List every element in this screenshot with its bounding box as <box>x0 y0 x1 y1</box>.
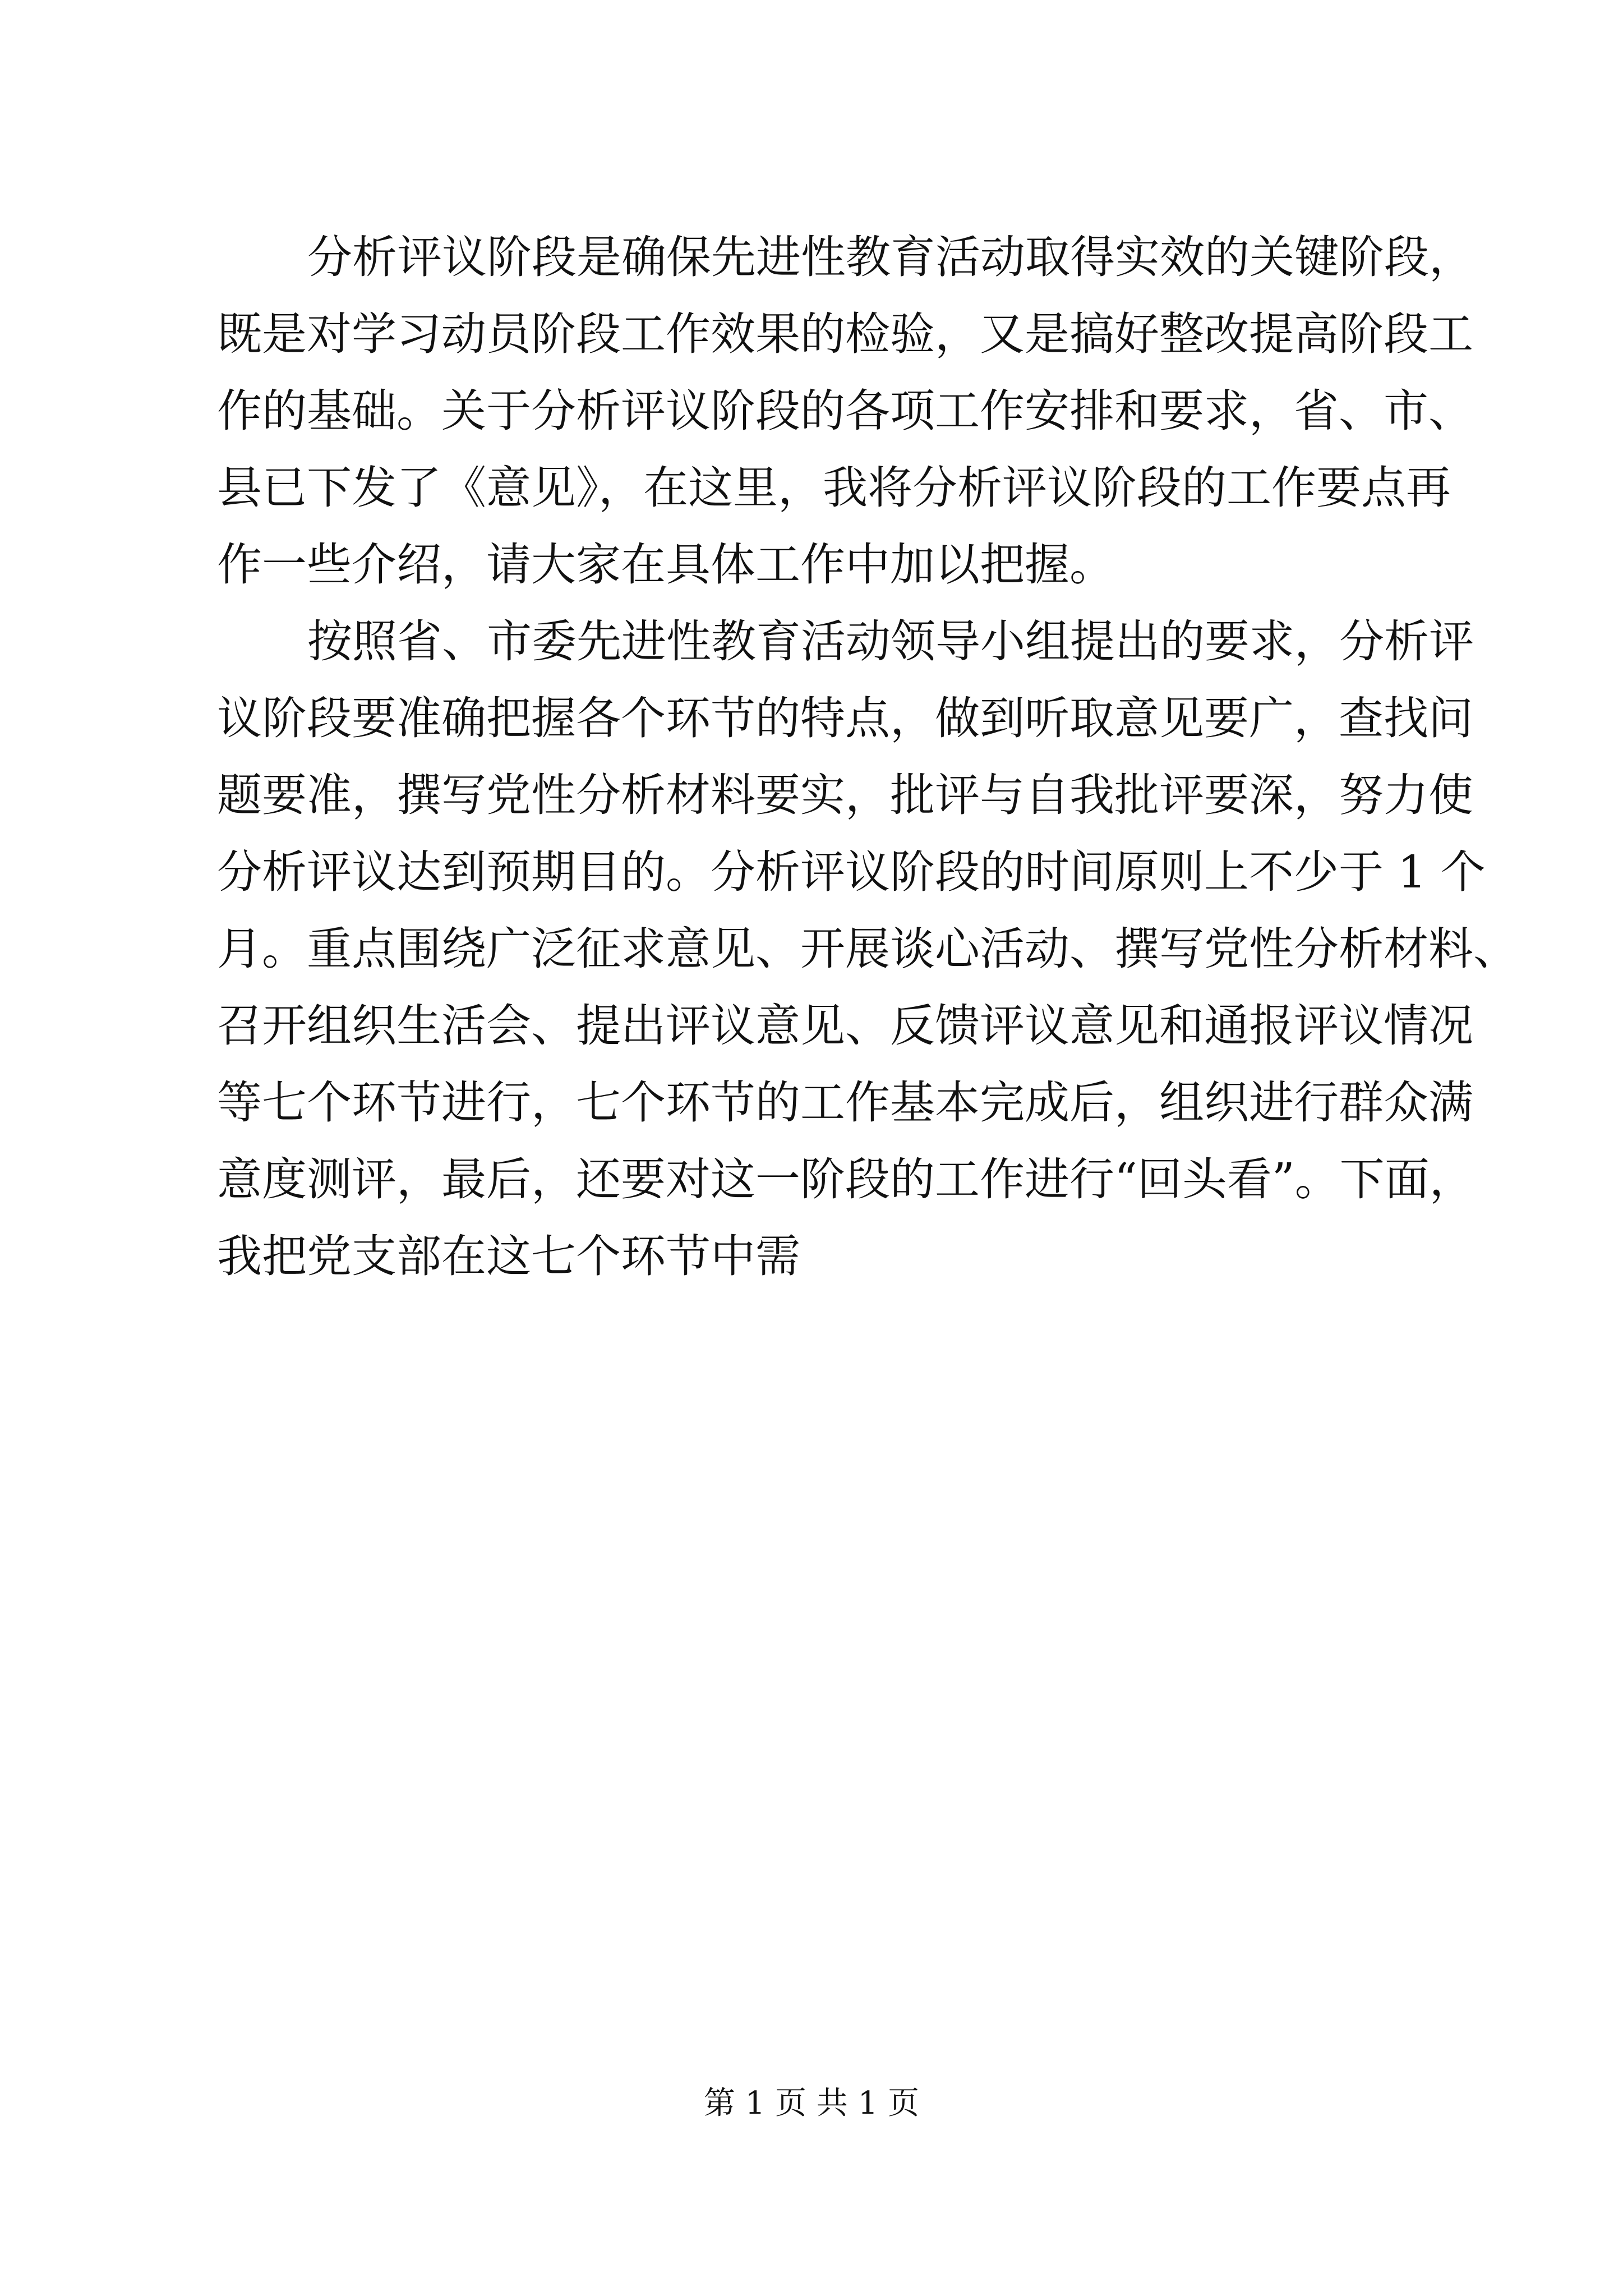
paragraph-line: 分析评议达到预期目的。分析评议阶段的时间原则上不少于 1 个 <box>217 846 1486 898</box>
paragraph-line: 意度测评，最后，还要对这一阶段的工作进行“回头看”。下面， <box>217 1153 1474 1205</box>
paragraph-2 <box>217 603 1518 1295</box>
paragraph-line: 分析评议阶段是确保先进性教育活动取得实效的关键阶段， <box>307 231 1474 283</box>
paragraph-line: 题要准，撰写党性分析材料要实，批评与自我批评要深，努力使 <box>217 769 1473 821</box>
paragraph-line: 既是对学习动员阶段工作效果的检验，又是搞好整改提高阶段工 <box>217 308 1473 360</box>
paragraph-line: 按照省、市委先进性教育活动领导小组提出的要求，分析评 <box>307 615 1474 668</box>
paragraph-1 <box>217 219 1474 603</box>
paragraph-line: 月。重点围绕广泛征求意见、开展谈心活动、撰写党性分析材料、 <box>217 923 1518 975</box>
paragraph-line: 我把党支部在这七个环节中需 <box>217 1230 800 1282</box>
document-body <box>217 219 1518 1295</box>
paragraph-line: 县已下发了《意见》，在这里，我将分析评议阶段的工作要点再 <box>217 462 1451 514</box>
page-footer: 第 1 页 共 1 页 <box>703 2085 920 2122</box>
paragraph-line: 召开组织生活会、提出评议意见、反馈评议意见和通报评议情况 <box>217 1000 1473 1052</box>
paragraph-line: 作一些介绍，请大家在具体工作中加以把握。 <box>217 539 1114 591</box>
paragraph-line: 议阶段要准确把握各个环节的特点，做到听取意见要广，查找问 <box>217 692 1473 744</box>
paragraph-line: 等七个环节进行，七个环节的工作基本完成后，组织进行群众满 <box>217 1076 1473 1129</box>
paragraph-line: 作的基础。关于分析评议阶段的各项工作安排和要求，省、市、 <box>217 385 1473 437</box>
